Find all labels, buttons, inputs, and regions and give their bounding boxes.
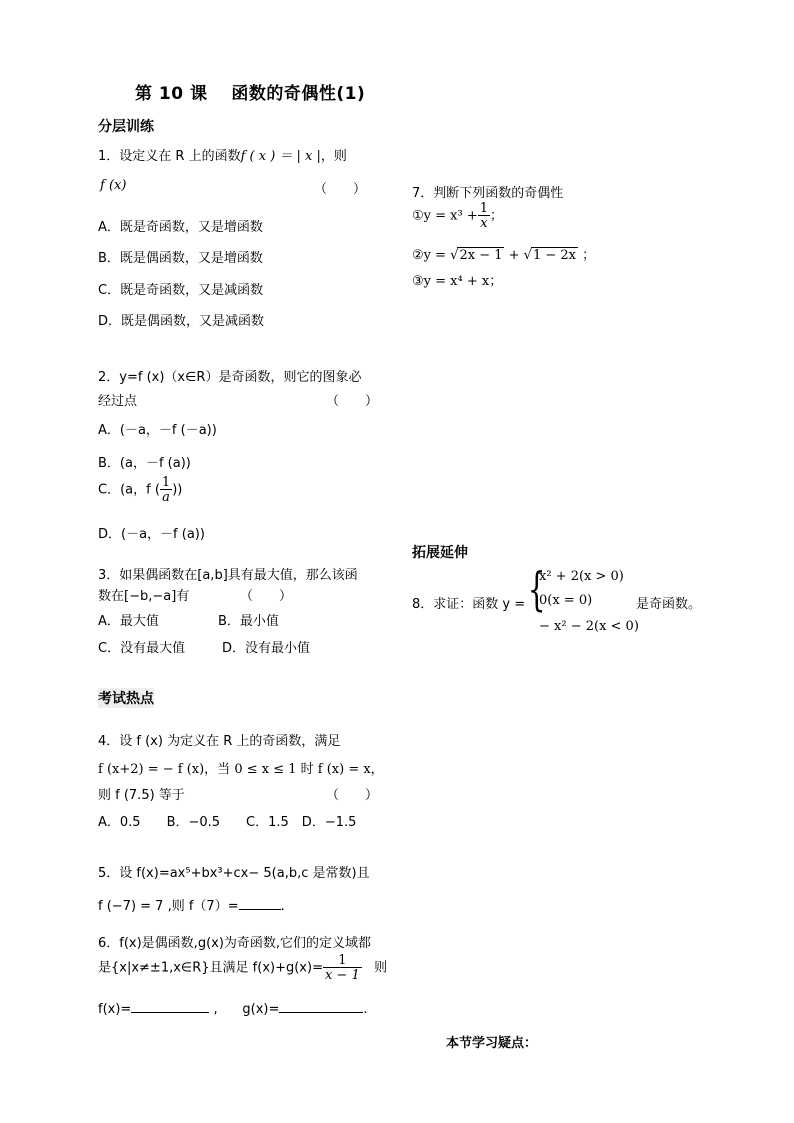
question-7-stem: 7．判断下列函数的奇偶性 — [412, 186, 564, 201]
q7-item-3: ③y = x⁴ + x； — [412, 274, 503, 289]
section-heading-layered: 分层训练 — [98, 119, 154, 135]
page-title: 第 10 课 函数的奇偶性(1) — [135, 84, 366, 104]
q4-answer-paren: （ ） — [326, 788, 379, 803]
q3-option-b: B．最小值 — [218, 614, 279, 629]
q7-item-2: ②y = √2x − 1 + √1 − 2x ； — [412, 248, 596, 263]
q7-item-1 — [412, 202, 503, 230]
q3-option-a: A．最大值 — [98, 614, 159, 629]
q7-item-2-root1: 2x − 1 — [459, 248, 503, 263]
q6-line3-end: . — [363, 1002, 368, 1017]
q6-line2 — [98, 954, 387, 982]
q3-line2: 数在[−b,−a]有 — [98, 589, 190, 604]
question-1-stem — [98, 145, 347, 164]
question-8-stem: 8．求证：函数 y = — [412, 597, 526, 612]
q7-item-2-pre: ②y = — [412, 248, 447, 263]
q5-answer-blank[interactable] — [239, 897, 281, 910]
q7-item-1-post: ； — [490, 208, 504, 224]
q6-fx-label: f(x)= — [98, 1002, 132, 1017]
q2-option-c-fraction — [160, 476, 172, 504]
q7-item-2-plus: + — [508, 248, 520, 263]
q2-answer-paren: （ ） — [326, 394, 379, 409]
q6-line2-end: 则 — [374, 960, 388, 976]
q2-option-a: A．(－a，－f (－a)) — [98, 423, 217, 438]
question-5-line1: 5．设 f(x)=ax⁵+bx³+cx− 5(a,b,c 是常数)且 — [98, 866, 370, 881]
q8-case-3: − x² − 2(x < 0) — [539, 619, 639, 634]
question-4-line1: 4．设 f (x) 为定义在 R 上的奇函数，满足 — [98, 734, 341, 749]
q6-gx-label: g(x)= — [242, 1002, 280, 1017]
q1-option-c: C．既是奇函数，又是减函数 — [98, 283, 264, 298]
q7-item-1-den: x — [478, 215, 490, 230]
q2-option-c-den: a — [160, 489, 172, 504]
q2-option-c-pre: C．(a，f ( — [98, 482, 160, 498]
section-heading-doubts: 本节学习疑点： — [446, 1036, 538, 1051]
q4-options: A．0.5 B．−0.5 C．1.5 D．−1.5 — [98, 815, 357, 830]
q7-item-1-pre: ①y = x³ + — [412, 208, 478, 224]
q2-option-b: B．(a，－f (a)) — [98, 456, 191, 471]
q4-line2: f (x+2) = − f (x)，当 0 ≤ x ≤ 1 时 f (x) = x， — [98, 762, 384, 777]
section-heading-exam: 考试热点 — [98, 688, 154, 708]
q3-option-c: C．没有最大值 — [98, 641, 186, 656]
q2-option-c-num: 1 — [161, 475, 171, 490]
q1-stem-text: 1．设定义在 R 上的函数 — [98, 149, 241, 164]
q7-item-1-num: 1 — [479, 201, 489, 216]
q8-tail: 是奇函数。 — [636, 597, 702, 612]
q2-option-d: D．(－a，－f (a)) — [98, 527, 205, 542]
q6-gx-blank[interactable] — [279, 1000, 363, 1013]
section-heading-extend: 拓展延伸 — [412, 545, 468, 561]
q1-answer-paren: （ ） — [314, 182, 367, 197]
q1-line2: f (x) — [100, 178, 127, 193]
question-2-stem: 2．y=f (x)（x∈R）是奇函数，则它的图象必 — [98, 370, 362, 385]
q5-line2 — [98, 895, 285, 914]
q5-line2-end: . — [280, 899, 285, 914]
q3-answer-paren: （ ） — [240, 589, 293, 604]
q8-case-2: 0(x = 0) — [539, 593, 593, 608]
q8-brace: { — [527, 562, 546, 616]
q4-line3: 则 f (7.5) 等于 — [98, 788, 185, 803]
q7-item-2-root2: 1 − 2x — [532, 248, 576, 263]
q6-fraction-den: x − 1 — [324, 968, 360, 983]
q7-item-1-fraction — [478, 202, 490, 230]
q2-option-c — [98, 476, 182, 504]
q7-item-2-post: ； — [582, 248, 596, 263]
q1-option-a: A．既是奇函数，又是增函数 — [98, 220, 263, 235]
q6-fx-blank[interactable] — [131, 1000, 209, 1013]
q1-option-b: B．既是偶函数，又是增函数 — [98, 251, 263, 266]
q6-line2-text: 是{x|x≠±1,x∈R}且满足 f(x)+g(x)= — [98, 960, 323, 976]
q1-tail: ，则 — [320, 149, 347, 164]
q1-option-d: D．既是偶函数，又是减函数 — [98, 314, 265, 329]
q2-line2: 经过点 — [98, 394, 138, 409]
q2-option-c-post: )) — [172, 482, 183, 498]
q6-fraction-num: 1 — [338, 953, 347, 968]
question-6-line1: 6．f(x)是偶函数,g(x)为奇函数,它们的定义域都 — [98, 936, 372, 951]
q5-line2-text: f (−7) = 7 ,则 f（7）= — [98, 899, 239, 914]
question-3-line1: 3．如果偶函数在[a,b]具有最大值，那么该函 — [98, 568, 358, 583]
q6-line3: f(x)= , g(x)= . — [98, 1002, 368, 1017]
q3-option-d: D．没有最小值 — [222, 641, 311, 656]
q6-fraction — [323, 954, 362, 982]
q1-function: f ( x ) ＝ | x | — [240, 149, 321, 164]
q8-case-1: x² + 2(x > 0) — [539, 569, 624, 584]
